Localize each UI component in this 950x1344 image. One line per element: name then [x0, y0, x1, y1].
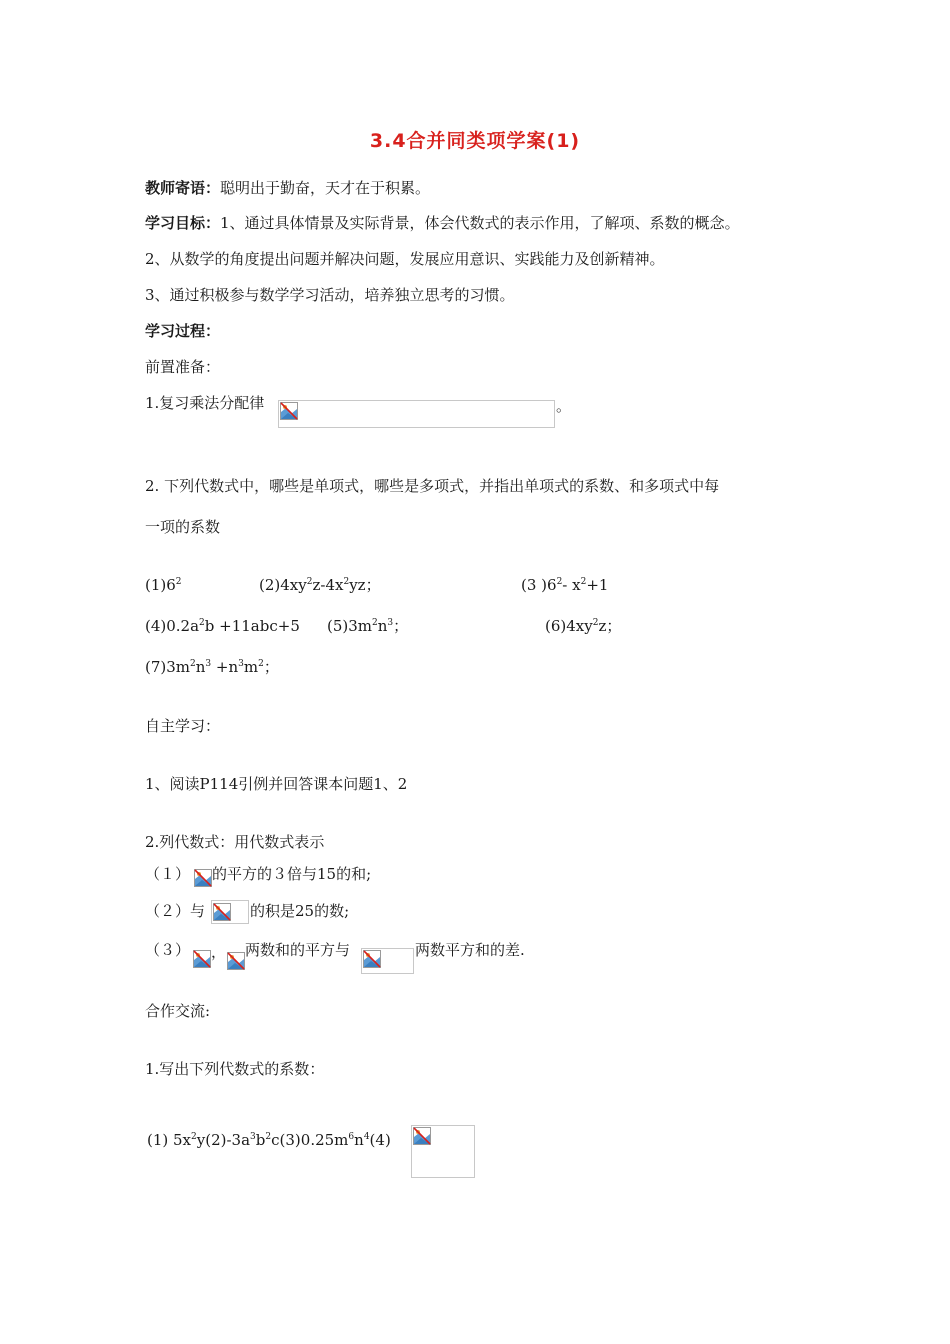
expr-3-part: +1 — [586, 576, 609, 594]
expr-6-part: z； — [598, 617, 622, 635]
image-placeholder-icon — [363, 950, 381, 968]
cooperate-label: 合作交流: — [145, 1002, 211, 1020]
expr-4 — [145, 616, 300, 636]
prep-q1-end: 。 — [556, 397, 572, 415]
expr-7-part: +n — [211, 658, 239, 676]
sup: 3 — [205, 659, 212, 669]
objectives-label: 学习目标： — [145, 214, 221, 232]
expr-5-part: n — [377, 617, 388, 635]
sup: 2 — [580, 577, 587, 587]
prep-label: 前置准备： — [145, 358, 221, 376]
sup: 2 — [343, 577, 350, 587]
learning-objectives — [145, 213, 740, 233]
sub-3-end: 两数平方和的差. — [415, 941, 525, 959]
sup: 2 — [190, 659, 196, 669]
sub-2-text: 的积是25的数; — [250, 902, 350, 920]
self-study-label: 自主学习： — [145, 717, 221, 735]
image-placeholder-icon — [194, 869, 212, 887]
sub-1-prefix: （１） — [145, 865, 191, 883]
self-study-q1: 1、阅读P114引例并回答课本问题1、2 — [145, 775, 408, 793]
prep-q2-line2: 一项的系数 — [145, 518, 221, 536]
expr-5-part: ； — [393, 617, 409, 635]
sub-3-prefix: （３） — [145, 941, 191, 959]
expr-7-part: m — [243, 658, 259, 676]
self-study-q2: 2.列代数式：用代数式表示 — [145, 833, 325, 851]
sub-1-text: 的平方的３倍与15的和; — [212, 865, 372, 883]
sup: 4 — [363, 1132, 370, 1142]
image-placeholder-icon — [193, 950, 211, 968]
coef-part: n — [354, 1131, 364, 1149]
sup: 2 — [175, 577, 182, 587]
sup: 2 — [199, 618, 205, 628]
expr-1-text: (1)6 — [145, 576, 176, 594]
prep-q2-line1: 2. 下列代数式中，哪些是单项式，哪些是多项式，并指出单项式的系数、和多项式中每 — [145, 477, 720, 495]
image-placeholder-icon — [227, 952, 245, 970]
expr-2-part: yz； — [349, 576, 381, 594]
sub-3-mid: 两数和的平方与 — [245, 941, 351, 959]
expr-7-part: ； — [263, 658, 279, 676]
image-placeholder-icon — [280, 402, 298, 420]
expr-3-part: (3 )6 — [521, 576, 557, 594]
image-placeholder-icon — [213, 903, 231, 921]
sup: 2 — [592, 618, 599, 628]
coef-part: c(3)0.25m — [271, 1131, 349, 1149]
sup: 6 — [348, 1132, 355, 1142]
motto-label: 教师寄语： — [145, 179, 221, 197]
expr-7-part: (7)3m — [145, 658, 191, 676]
expr-3-part: - x — [562, 576, 581, 594]
teacher-motto — [145, 178, 430, 198]
sup: 2 — [306, 577, 313, 587]
expr-6 — [545, 616, 621, 636]
expr-1 — [145, 575, 182, 595]
cooperate-q1: 1.写出下列代数式的系数： — [145, 1060, 325, 1078]
prep-q1: 1.复习乘法分配律 — [145, 394, 265, 412]
image-placeholder-icon — [413, 1127, 431, 1145]
expr-2-part: (2)4xy — [259, 576, 307, 594]
objective-1: 1、通过具体情景及实际背景，体会代数式的表示作用，了解项、系数的概念。 — [220, 214, 740, 232]
sup: 2 — [556, 577, 563, 587]
sup: 2 — [191, 1132, 197, 1142]
image-placeholder — [278, 400, 555, 428]
expr-6-part: (6)4xy — [545, 617, 593, 635]
expr-5 — [327, 616, 408, 636]
expr-4-part: b +11abc+5 — [204, 617, 300, 635]
expr-2 — [259, 575, 381, 595]
expr-4-part: (4)0.2a — [145, 617, 200, 635]
coef-part: (1) 5x — [147, 1131, 192, 1149]
coef-part: (4) — [369, 1131, 391, 1149]
motto-text: 聪明出于勤奋，天才在于积累。 — [220, 179, 431, 197]
expr-5-part: (5)3m — [327, 617, 373, 635]
coefficient-expressions — [147, 1130, 391, 1150]
sup: 2 — [265, 1132, 272, 1142]
sup: 2 — [372, 618, 378, 628]
sup: 3 — [238, 659, 244, 669]
expr-2-part: z-4x — [312, 576, 344, 594]
page-title: 3.4合并同类项学案(1) — [369, 130, 581, 152]
coef-part: y(2)-3a — [196, 1131, 251, 1149]
expr-7 — [145, 657, 279, 677]
sup: 2 — [258, 659, 264, 669]
objective-3: 3、通过积极参与数学学习活动，培养独立思考的习惯。 — [145, 286, 515, 304]
objective-2: 2、从数学的角度提出问题并解决问题，发展应用意识、实践能力及创新精神。 — [145, 250, 665, 268]
sub-2-prefix: （２）与 — [145, 902, 206, 920]
expr-7-part: n — [195, 658, 206, 676]
sup: 3 — [250, 1132, 256, 1142]
process-label: 学习过程： — [145, 322, 221, 340]
sup: 3 — [387, 618, 394, 628]
coef-part: b — [255, 1131, 266, 1149]
expr-3 — [521, 575, 608, 595]
sub-3-comma: ， — [211, 943, 227, 961]
